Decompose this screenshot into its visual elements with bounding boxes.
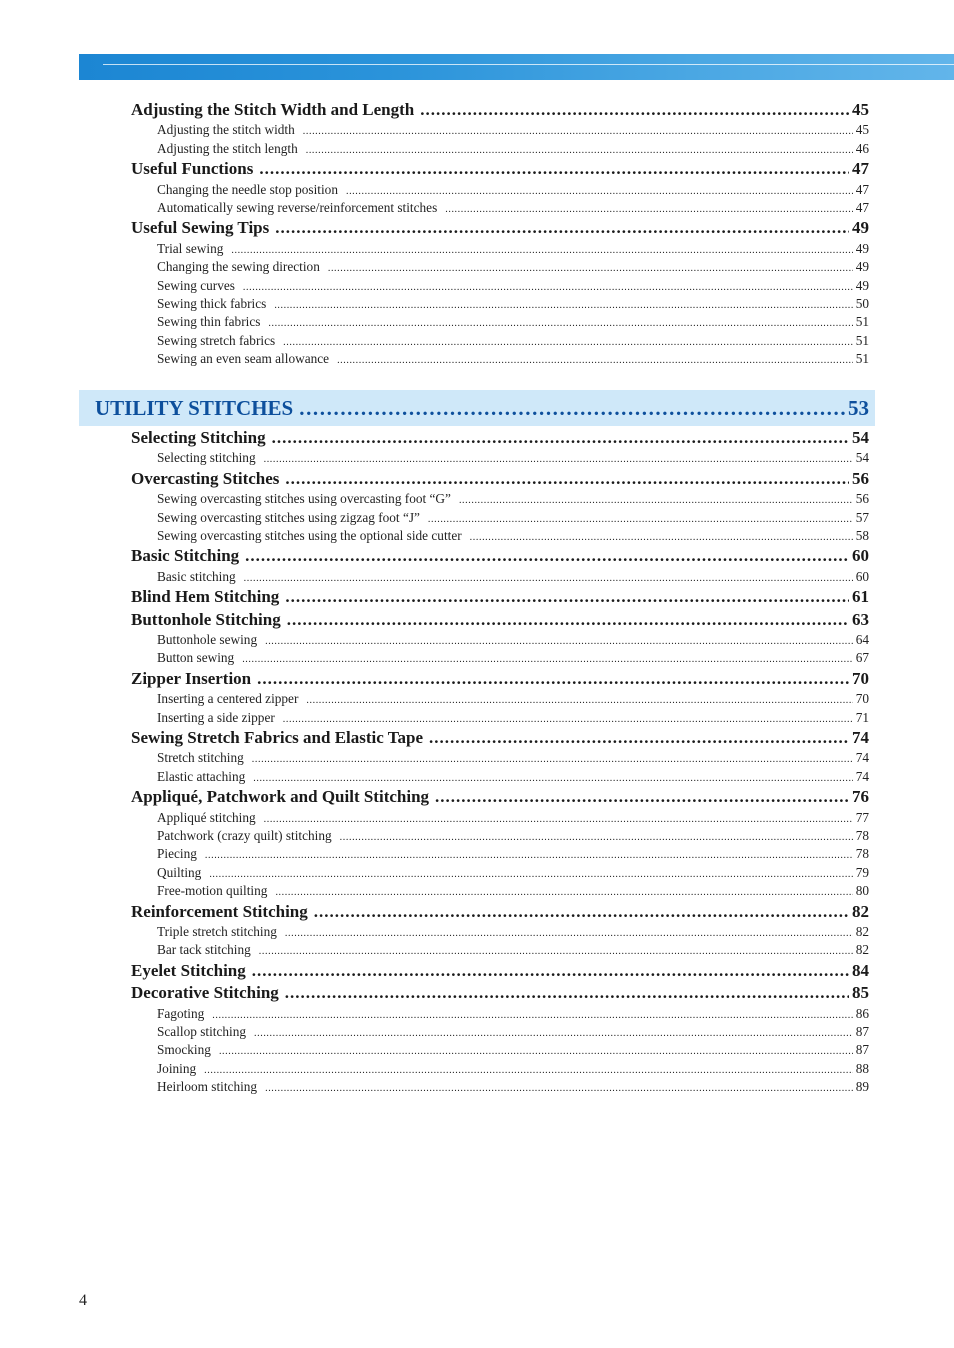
dot-leader — [259, 159, 849, 179]
subsection-title: Quilting — [157, 864, 202, 880]
subsection-title: Joining — [157, 1060, 197, 1076]
toc-subsection-entry[interactable] — [157, 1006, 869, 1022]
subsection-title: Sewing thin fabrics — [157, 314, 261, 330]
subsection-page-number: 67 — [855, 650, 869, 666]
subsection-title: Bar tack stitching — [157, 942, 251, 958]
subsection-page-number: 78 — [855, 846, 869, 862]
dot-leader — [285, 926, 853, 942]
toc-subsection-entry[interactable] — [157, 846, 869, 862]
section-title: Eyelet Stitching — [131, 960, 246, 980]
section-page-number: 70 — [852, 668, 869, 688]
chapter-heading[interactable] — [95, 390, 869, 426]
dot-leader — [243, 280, 853, 296]
section-title: Buttonhole Stitching — [131, 609, 281, 629]
toc-subsection-entry[interactable] — [157, 1024, 869, 1040]
section-title: Reinforcement Stitching — [131, 901, 308, 921]
dot-leader — [306, 143, 853, 159]
section-page-number: 45 — [852, 100, 869, 119]
toc-section-entry[interactable] — [131, 218, 869, 238]
toc-section-entry[interactable] — [131, 159, 869, 179]
dot-leader — [306, 693, 852, 709]
subsection-title: Inserting a side zipper — [157, 709, 275, 725]
dot-leader — [272, 428, 849, 448]
dot-leader — [340, 830, 853, 846]
subsection-page-number: 51 — [855, 314, 869, 330]
toc-subsection-entry[interactable] — [157, 241, 869, 257]
dot-leader — [205, 848, 853, 864]
subsection-page-number: 56 — [855, 491, 869, 507]
dot-leader — [283, 335, 853, 351]
section-page-number: 49 — [852, 218, 869, 238]
subsection-title: Patchwork (crazy quilt) stitching — [157, 828, 332, 843]
subsection-page-number: 57 — [855, 509, 869, 525]
subsection-title: Smocking — [157, 1042, 211, 1058]
subsection-page-number: 70 — [855, 691, 869, 707]
toc-section-entry[interactable] — [131, 100, 869, 120]
toc-subsection-entry[interactable] — [157, 632, 869, 648]
toc-subsection-entry[interactable] — [157, 710, 869, 726]
toc-section-entry[interactable] — [131, 787, 869, 807]
section-page-number: 82 — [852, 901, 869, 921]
section-title: Decorative Stitching — [131, 983, 279, 1003]
subsection-page-number: 54 — [855, 450, 869, 466]
subsection-title: Piecing — [157, 846, 197, 862]
toc-subsection-entry[interactable] — [157, 650, 869, 666]
subsection-page-number: 89 — [855, 1079, 869, 1095]
section-page-number: 61 — [852, 587, 869, 607]
toc-section-entry[interactable] — [131, 587, 869, 607]
dot-leader — [346, 184, 853, 200]
page-number: 4 — [79, 1292, 87, 1309]
header-band — [79, 54, 954, 80]
dot-leader — [264, 452, 853, 468]
subsection-title: Adjusting the stitch width — [157, 122, 295, 138]
dot-leader — [265, 1081, 853, 1097]
toc-section-entry[interactable] — [131, 728, 869, 748]
subsection-page-number: 80 — [855, 883, 869, 899]
dot-leader — [428, 512, 853, 528]
subsection-page-number: 46 — [855, 140, 869, 156]
dot-leader — [212, 1008, 852, 1024]
subsection-page-number: 58 — [855, 528, 869, 543]
subsection-title: Scallop stitching — [157, 1024, 247, 1039]
subsection-title: Triple stretch stitching — [157, 924, 277, 939]
subsection-title: Sewing an even seam allowance — [157, 351, 330, 367]
toc-section-entry[interactable] — [131, 546, 869, 566]
chapter-title: UTILITY STITCHES — [95, 396, 294, 420]
subsection-title: Sewing overcasting stitches using zigzag foot “J” — [157, 509, 420, 525]
section-page-number: 84 — [852, 960, 869, 980]
dot-leader — [265, 634, 853, 650]
section-page-number: 47 — [852, 159, 869, 179]
section-title: Useful Sewing Tips — [131, 218, 270, 238]
subsection-page-number: 50 — [855, 296, 869, 311]
toc-subsection-entry[interactable] — [157, 510, 869, 526]
toc-subsection-entry[interactable] — [157, 351, 869, 367]
toc-subsection-entry[interactable] — [157, 259, 869, 275]
toc-section-entry[interactable] — [131, 669, 869, 689]
dot-leader — [257, 669, 849, 689]
subsection-title: Changing the sewing direction — [157, 259, 320, 275]
dot-leader — [285, 469, 849, 489]
section-page-number: 63 — [852, 609, 869, 629]
toc-section-entry[interactable] — [131, 610, 869, 630]
toc-subsection-entry[interactable] — [157, 491, 869, 507]
subsection-title: Changing the needle stop position — [157, 181, 338, 197]
subsection-title: Sewing thick fabrics — [157, 296, 267, 311]
subsection-page-number: 79 — [855, 864, 869, 880]
dot-leader — [219, 1044, 853, 1060]
toc-subsection-entry[interactable] — [157, 865, 869, 881]
dot-leader — [470, 530, 853, 546]
toc-subsection-entry[interactable] — [157, 883, 869, 899]
toc-subsection-entry[interactable] — [157, 1042, 869, 1058]
toc-subsection-entry[interactable] — [157, 569, 869, 585]
dot-leader — [337, 353, 853, 369]
section-title: Blind Hem Stitching — [131, 587, 280, 607]
toc-subsection-entry[interactable] — [157, 810, 869, 826]
toc-section-entry[interactable] — [131, 428, 869, 448]
dot-leader — [254, 1026, 853, 1042]
toc-subsection-entry[interactable] — [157, 828, 869, 844]
subsection-page-number: 86 — [855, 1005, 869, 1021]
dot-leader — [231, 243, 852, 259]
dot-leader — [275, 885, 852, 901]
section-title: Overcasting Stitches — [131, 468, 280, 488]
dot-leader — [245, 546, 849, 566]
toc-subsection-entry[interactable] — [157, 924, 869, 940]
dot-leader — [259, 944, 853, 960]
subsection-page-number: 49 — [855, 240, 869, 256]
subsection-title: Sewing stretch fabrics — [157, 332, 276, 348]
section-title: Selecting Stitching — [131, 428, 266, 447]
dot-leader — [264, 812, 853, 828]
dot-leader — [285, 983, 849, 1003]
dot-leader — [253, 771, 852, 787]
section-title: Adjusting the Stitch Width and Length — [131, 100, 415, 119]
subsection-page-number: 74 — [855, 750, 869, 766]
subsection-page-number: 78 — [855, 828, 869, 843]
subsection-title: Heirloom stitching — [157, 1079, 258, 1095]
dot-leader — [268, 316, 852, 332]
subsection-page-number: 82 — [855, 942, 869, 958]
dot-leader — [252, 752, 853, 768]
subsection-page-number: 47 — [855, 200, 869, 215]
section-title: Zipper Insertion — [131, 668, 252, 688]
subsection-title: Sewing curves — [157, 277, 235, 293]
dot-leader — [459, 493, 853, 509]
section-page-number: 56 — [852, 468, 869, 488]
subsection-page-number: 88 — [855, 1060, 869, 1076]
subsection-title: Fagoting — [157, 1005, 205, 1021]
subsection-page-number: 74 — [855, 768, 869, 784]
dot-leader — [420, 100, 849, 120]
toc-section-entry[interactable] — [131, 469, 869, 489]
subsection-page-number: 71 — [855, 709, 869, 725]
subsection-page-number: 51 — [855, 332, 869, 348]
section-title: Appliqué, Patchwork and Quilt Stitching — [131, 787, 430, 807]
section-title: Useful Functions — [131, 159, 254, 179]
subsection-title: Sewing overcasting stitches using the optional side cutter — [157, 528, 462, 543]
subsection-title: Basic stitching — [157, 568, 236, 584]
subsection-title: Buttonhole sewing — [157, 632, 258, 647]
toc-subsection-entry[interactable] — [157, 528, 869, 544]
dot-leader — [242, 652, 853, 668]
toc-subsection-entry[interactable] — [157, 122, 869, 138]
subsection-page-number: 87 — [855, 1042, 869, 1058]
subsection-page-number: 87 — [855, 1024, 869, 1039]
dot-leader — [435, 787, 849, 807]
dot-leader — [303, 124, 853, 140]
subsection-title: Button sewing — [157, 650, 235, 666]
subsection-title: Inserting a centered zipper — [157, 691, 299, 707]
toc-subsection-entry[interactable] — [157, 691, 869, 707]
section-page-number: 60 — [852, 546, 869, 566]
chapter-page-number: 53 — [848, 396, 869, 420]
toc-subsection-entry[interactable] — [157, 1079, 869, 1095]
toc-subsection-entry[interactable] — [157, 314, 869, 330]
toc-subsection-entry[interactable] — [157, 450, 869, 466]
toc-subsection-entry[interactable] — [157, 141, 869, 157]
toc-section-entry[interactable] — [131, 983, 869, 1003]
subsection-page-number: 60 — [855, 568, 869, 584]
dot-leader — [429, 728, 849, 748]
toc-subsection-entry[interactable] — [157, 200, 869, 216]
toc-subsection-entry[interactable] — [157, 769, 869, 785]
dot-leader — [299, 390, 845, 426]
subsection-page-number: 82 — [855, 924, 869, 939]
subsection-title: Elastic attaching — [157, 768, 246, 784]
subsection-page-number: 49 — [855, 259, 869, 275]
subsection-title: Appliqué stitching — [157, 809, 256, 825]
toc-subsection-entry[interactable] — [157, 333, 869, 349]
subsection-page-number: 64 — [855, 632, 869, 647]
toc-subsection-entry[interactable] — [157, 1061, 869, 1077]
dot-leader — [275, 218, 849, 238]
subsection-title: Trial sewing — [157, 240, 224, 256]
section-page-number: 85 — [852, 983, 869, 1003]
subsection-page-number: 47 — [855, 181, 869, 197]
subsection-page-number: 77 — [855, 809, 869, 825]
subsection-page-number: 45 — [855, 122, 869, 138]
toc-subsection-entry[interactable] — [157, 296, 869, 312]
toc-section-entry[interactable] — [131, 902, 869, 922]
subsection-title: Sewing overcasting stitches using overcasting foot “G” — [157, 491, 451, 507]
toc-subsection-entry[interactable] — [157, 942, 869, 958]
dot-leader — [314, 902, 849, 922]
subsection-title: Adjusting the stitch length — [157, 140, 298, 156]
subsection-page-number: 49 — [855, 277, 869, 293]
dot-leader — [244, 571, 853, 587]
toc-section-entry[interactable] — [131, 961, 869, 981]
toc-subsection-entry[interactable] — [157, 278, 869, 294]
toc-subsection-entry[interactable] — [157, 750, 869, 766]
dot-leader — [328, 261, 853, 277]
toc-subsection-entry[interactable] — [157, 182, 869, 198]
subsection-title: Stretch stitching — [157, 750, 244, 766]
dot-leader — [283, 712, 853, 728]
subsection-title: Automatically sewing reverse/reinforcement stitches — [157, 200, 438, 215]
subsection-page-number: 51 — [855, 351, 869, 367]
subsection-title: Free-motion quilting — [157, 883, 268, 899]
section-page-number: 74 — [852, 728, 869, 747]
dot-leader — [445, 202, 852, 218]
dot-leader — [204, 1063, 853, 1079]
dot-leader — [252, 961, 849, 981]
subsection-title: Selecting stitching — [157, 450, 256, 466]
dot-leader — [285, 587, 849, 607]
dot-leader — [209, 867, 852, 883]
section-title: Basic Stitching — [131, 546, 240, 566]
section-page-number: 76 — [852, 787, 869, 807]
section-title: Sewing Stretch Fabrics and Elastic Tape — [131, 728, 424, 747]
section-page-number: 54 — [852, 428, 869, 447]
dot-leader — [287, 610, 849, 630]
dot-leader — [274, 298, 852, 314]
